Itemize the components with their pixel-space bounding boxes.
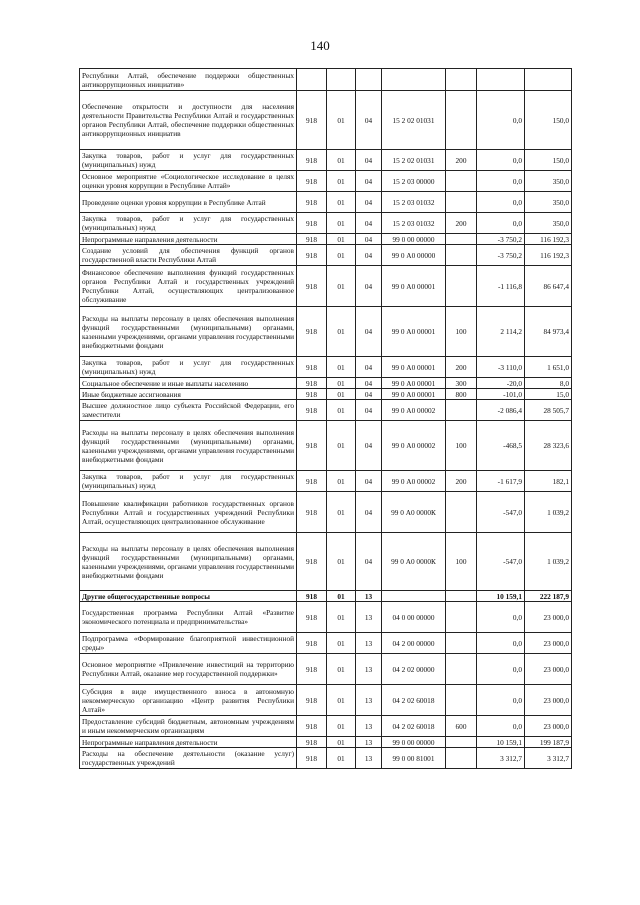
- section-code: 01: [327, 378, 356, 389]
- table-row: [80, 213, 572, 234]
- table-row: [80, 266, 572, 307]
- table-row: [80, 685, 572, 716]
- total-amount: 86 647,4: [525, 266, 572, 307]
- change-amount: 0,0: [477, 192, 525, 213]
- section-code: 01: [327, 171, 356, 192]
- ministry-code: 918: [297, 400, 327, 421]
- target-code: 04 0 00 00000: [382, 602, 446, 633]
- expense-type-code: [446, 748, 477, 769]
- expense-type-code: [446, 737, 477, 748]
- subsection-code: 13: [356, 685, 382, 716]
- section-code: 01: [327, 421, 356, 471]
- total-amount: 15,0: [525, 389, 572, 400]
- section-code: 01: [327, 245, 356, 266]
- budget-table: [79, 68, 572, 769]
- section-code: [327, 69, 356, 91]
- subsection-code: 13: [356, 633, 382, 654]
- ministry-code: 918: [297, 150, 327, 171]
- table-row: [80, 91, 572, 150]
- ministry-code: [297, 69, 327, 91]
- ministry-code: 918: [297, 171, 327, 192]
- table-row: [80, 633, 572, 654]
- row-name: Высшее должностное лицо субъекта Российской Федерации, его заместители: [80, 400, 297, 421]
- section-code: 01: [327, 192, 356, 213]
- expense-type-code: [446, 91, 477, 150]
- ministry-code: 918: [297, 307, 327, 357]
- section-code: 01: [327, 492, 356, 533]
- row-name: Иные бюджетные ассигнования: [80, 389, 297, 400]
- table-row: [80, 150, 572, 171]
- ministry-code: 918: [297, 716, 327, 737]
- subsection-code: 04: [356, 400, 382, 421]
- change-amount: -547,0: [477, 492, 525, 533]
- ministry-code: 918: [297, 245, 327, 266]
- total-amount: 23 000,0: [525, 685, 572, 716]
- section-code: 01: [327, 737, 356, 748]
- total-amount: [525, 69, 572, 91]
- total-amount: 23 000,0: [525, 654, 572, 685]
- ministry-code: 918: [297, 234, 327, 245]
- change-amount: 2 114,2: [477, 307, 525, 357]
- total-amount: 222 187,9: [525, 591, 572, 602]
- table-row: [80, 234, 572, 245]
- table-row: [80, 421, 572, 471]
- expense-type-code: 300: [446, 378, 477, 389]
- subsection-code: 13: [356, 716, 382, 737]
- ministry-code: 918: [297, 737, 327, 748]
- subsection-code: 04: [356, 245, 382, 266]
- row-name: Основное мероприятие «Привлечение инвестиций на территорию Республики Алтай, оказание мер государственной поддержки»: [80, 654, 297, 685]
- section-code: 01: [327, 602, 356, 633]
- ministry-code: 918: [297, 602, 327, 633]
- expense-type-code: [446, 591, 477, 602]
- row-name: Повышение квалификации работников государственных органов Республики Алтай и государственных учреждений Республики Алтай, осуществляющих централизованное обслуживание: [80, 492, 297, 533]
- ministry-code: 918: [297, 533, 327, 591]
- expense-type-code: 100: [446, 421, 477, 471]
- subsection-code: 13: [356, 602, 382, 633]
- target-code: 04 2 02 00000: [382, 654, 446, 685]
- expense-type-code: 200: [446, 213, 477, 234]
- expense-type-code: 200: [446, 150, 477, 171]
- change-amount: 3 312,7: [477, 748, 525, 769]
- row-name: Субсидия в виде имущественного взноса в автономную некоммерческую организацию «Центр развития Республики Алтай»: [80, 685, 297, 716]
- target-code: 99 0 00 00000: [382, 234, 446, 245]
- expense-type-code: [446, 654, 477, 685]
- ministry-code: 918: [297, 591, 327, 602]
- ministry-code: 918: [297, 633, 327, 654]
- total-amount: 1 039,2: [525, 492, 572, 533]
- row-name: Закупка товаров, работ и услуг для государственных (муниципальных) нужд: [80, 357, 297, 378]
- change-amount: 0,0: [477, 633, 525, 654]
- section-code: 01: [327, 234, 356, 245]
- expense-type-code: [446, 266, 477, 307]
- table-row: [80, 654, 572, 685]
- section-code: 01: [327, 654, 356, 685]
- target-code: [382, 69, 446, 91]
- change-amount: -1 116,8: [477, 266, 525, 307]
- section-code: 01: [327, 716, 356, 737]
- table-row: [80, 389, 572, 400]
- expense-type-code: [446, 192, 477, 213]
- change-amount: 10 159,1: [477, 737, 525, 748]
- section-code: 01: [327, 748, 356, 769]
- table-row: [80, 307, 572, 357]
- row-name: Непрограммные направления деятельности: [80, 234, 297, 245]
- expense-type-code: [446, 492, 477, 533]
- table-row: [80, 748, 572, 769]
- ministry-code: 918: [297, 421, 327, 471]
- row-name: Предоставление субсидий бюджетным, автономным учреждениям и иным некоммерческим организациям: [80, 716, 297, 737]
- target-code: 99 0 А0 00001: [382, 389, 446, 400]
- subsection-code: 04: [356, 91, 382, 150]
- section-code: 01: [327, 266, 356, 307]
- target-code: 99 0 А0 00000: [382, 245, 446, 266]
- row-name: Закупка товаров, работ и услуг для государственных (муниципальных) нужд: [80, 150, 297, 171]
- ministry-code: 918: [297, 389, 327, 400]
- row-name: Государственная программа Республики Алтай «Развитие экономического потенциала и предпринимательства»: [80, 602, 297, 633]
- section-code: 01: [327, 471, 356, 492]
- expense-type-code: 800: [446, 389, 477, 400]
- change-amount: -547,0: [477, 533, 525, 591]
- row-name: Подпрограмма «Формирование благоприятной инвестиционной среды»: [80, 633, 297, 654]
- row-name: Расходы на выплаты персоналу в целях обеспечения выполнения функций государственными (муниципальными) органами, казенными учреждениями, органами управления государственными внебюджетными фондами: [80, 307, 297, 357]
- change-amount: -2 086,4: [477, 400, 525, 421]
- row-name: Обеспечение открытости и доступности для населения деятельности Правительства Республики Алтай и государственных органов Республики Алтай, обеспечение поддержки общественных антикоррупционных инициатив: [80, 91, 297, 150]
- row-name: Расходы на выплаты персоналу в целях обеспечения выполнения функций государственными (муниципальными) органами, казенными учреждениями, органами управления государственными внебюджетными фондами: [80, 533, 297, 591]
- table-row: [80, 602, 572, 633]
- target-code: 99 0 А0 0000К: [382, 533, 446, 591]
- subsection-code: 04: [356, 357, 382, 378]
- change-amount: 0,0: [477, 716, 525, 737]
- subsection-code: 04: [356, 378, 382, 389]
- expense-type-code: [446, 633, 477, 654]
- table-row: [80, 716, 572, 737]
- total-amount: 28 505,7: [525, 400, 572, 421]
- row-name: Расходы на выплаты персоналу в целях обеспечения выполнения функций государственными (муниципальными) органами, казенными учреждениями, органами управления государственными внебюджетными фондами: [80, 421, 297, 471]
- total-amount: 84 973,4: [525, 307, 572, 357]
- expense-type-code: 200: [446, 471, 477, 492]
- target-code: [382, 591, 446, 602]
- subsection-code: 04: [356, 533, 382, 591]
- target-code: 99 0 00 00000: [382, 737, 446, 748]
- row-name: Закупка товаров, работ и услуг для государственных (муниципальных) нужд: [80, 471, 297, 492]
- change-amount: -3 750,2: [477, 234, 525, 245]
- ministry-code: 918: [297, 192, 327, 213]
- total-amount: 150,0: [525, 91, 572, 150]
- section-code: 01: [327, 150, 356, 171]
- row-name: Закупка товаров, работ и услуг для государственных (муниципальных) нужд: [80, 213, 297, 234]
- target-code: 99 0 А0 00001: [382, 378, 446, 389]
- change-amount: 0,0: [477, 685, 525, 716]
- ministry-code: 918: [297, 357, 327, 378]
- expense-type-code: [446, 69, 477, 91]
- target-code: 99 0 00 81001: [382, 748, 446, 769]
- target-code: 15 2 02 01031: [382, 150, 446, 171]
- expense-type-code: [446, 685, 477, 716]
- target-code: 99 0 А0 00002: [382, 421, 446, 471]
- total-amount: 199 187,9: [525, 737, 572, 748]
- total-amount: 350,0: [525, 171, 572, 192]
- table-row: [80, 591, 572, 602]
- change-amount: 0,0: [477, 213, 525, 234]
- ministry-code: 918: [297, 213, 327, 234]
- change-amount: -3 750,2: [477, 245, 525, 266]
- target-code: 15 2 03 01032: [382, 192, 446, 213]
- row-name: Создание условий для обеспечения функций органов государственной власти Республики Алтай: [80, 245, 297, 266]
- subsection-code: 04: [356, 492, 382, 533]
- target-code: 04 2 02 60018: [382, 685, 446, 716]
- section-code: 01: [327, 591, 356, 602]
- expense-type-code: [446, 245, 477, 266]
- total-amount: 28 323,6: [525, 421, 572, 471]
- row-name: Финансовое обеспечение выполнения функций государственных органов Республики Алтай и государственных учреждений Республики Алтай, осуществляющих централизованное обслуживание: [80, 266, 297, 307]
- table-row: [80, 245, 572, 266]
- ministry-code: 918: [297, 378, 327, 389]
- expense-type-code: 600: [446, 716, 477, 737]
- ministry-code: 918: [297, 654, 327, 685]
- target-code: 99 0 А0 00002: [382, 471, 446, 492]
- target-code: 99 0 А0 00001: [382, 266, 446, 307]
- row-name: Республики Алтай, обеспечение поддержки общественных антикоррупционных инициатив»: [80, 69, 297, 91]
- subsection-code: 13: [356, 654, 382, 685]
- table-row: [80, 357, 572, 378]
- table-row: [80, 400, 572, 421]
- change-amount: -1 617,9: [477, 471, 525, 492]
- subsection-code: 04: [356, 471, 382, 492]
- expense-type-code: [446, 171, 477, 192]
- total-amount: 150,0: [525, 150, 572, 171]
- section-code: 01: [327, 685, 356, 716]
- change-amount: 0,0: [477, 171, 525, 192]
- subsection-code: 13: [356, 737, 382, 748]
- row-name: Непрограммные направления деятельности: [80, 737, 297, 748]
- subsection-code: 04: [356, 192, 382, 213]
- table-row: [80, 471, 572, 492]
- page-number: 140: [310, 38, 330, 53]
- change-amount: 10 159,1: [477, 591, 525, 602]
- target-code: 99 0 А0 00001: [382, 357, 446, 378]
- subsection-code: 04: [356, 150, 382, 171]
- table-row: [80, 533, 572, 591]
- row-name: Проведение оценки уровня коррупции в Республике Алтай: [80, 192, 297, 213]
- total-amount: 8,0: [525, 378, 572, 389]
- expense-type-code: 100: [446, 307, 477, 357]
- target-code: 99 0 А0 00002: [382, 400, 446, 421]
- row-name: Социальное обеспечение и иные выплаты населению: [80, 378, 297, 389]
- change-amount: [477, 69, 525, 91]
- expense-type-code: [446, 400, 477, 421]
- section-code: 01: [327, 633, 356, 654]
- change-amount: -468,5: [477, 421, 525, 471]
- total-amount: 23 000,0: [525, 602, 572, 633]
- section-code: 01: [327, 533, 356, 591]
- change-amount: 0,0: [477, 602, 525, 633]
- total-amount: 3 312,7: [525, 748, 572, 769]
- section-code: 01: [327, 357, 356, 378]
- subsection-code: [356, 69, 382, 91]
- total-amount: 182,1: [525, 471, 572, 492]
- subsection-code: 04: [356, 389, 382, 400]
- row-name: Расходы на обеспечение деятельности (оказание услуг) государственных учреждений: [80, 748, 297, 769]
- subsection-code: 04: [356, 421, 382, 471]
- subsection-code: 04: [356, 307, 382, 357]
- ministry-code: 918: [297, 266, 327, 307]
- ministry-code: 918: [297, 471, 327, 492]
- target-code: 04 2 00 00000: [382, 633, 446, 654]
- change-amount: -20,0: [477, 378, 525, 389]
- target-code: 04 2 02 60018: [382, 716, 446, 737]
- ministry-code: 918: [297, 748, 327, 769]
- total-amount: 116 192,3: [525, 245, 572, 266]
- total-amount: 1 651,0: [525, 357, 572, 378]
- expense-type-code: [446, 602, 477, 633]
- target-code: 15 2 03 00000: [382, 171, 446, 192]
- section-code: 01: [327, 213, 356, 234]
- section-code: 01: [327, 91, 356, 150]
- subsection-code: 04: [356, 171, 382, 192]
- table-row: [80, 378, 572, 389]
- expense-type-code: [446, 234, 477, 245]
- table-row: [80, 192, 572, 213]
- subsection-code: 04: [356, 213, 382, 234]
- table-row: [80, 737, 572, 748]
- change-amount: 0,0: [477, 91, 525, 150]
- total-amount: 116 192,3: [525, 234, 572, 245]
- ministry-code: 918: [297, 492, 327, 533]
- ministry-code: 918: [297, 91, 327, 150]
- subsection-code: 04: [356, 234, 382, 245]
- target-code: 99 0 А0 00001: [382, 307, 446, 357]
- total-amount: 350,0: [525, 213, 572, 234]
- change-amount: 0,0: [477, 654, 525, 685]
- total-amount: 350,0: [525, 192, 572, 213]
- row-name: Основное мероприятие «Социологическое исследование в целях оценки уровня коррупции в Республике Алтай»: [80, 171, 297, 192]
- row-name: Другие общегосударственные вопросы: [80, 591, 297, 602]
- ministry-code: 918: [297, 685, 327, 716]
- table-row: [80, 69, 572, 91]
- subsection-code: 04: [356, 266, 382, 307]
- total-amount: 23 000,0: [525, 716, 572, 737]
- section-code: 01: [327, 307, 356, 357]
- table-row: [80, 492, 572, 533]
- target-code: 15 2 02 01031: [382, 91, 446, 150]
- change-amount: -101,0: [477, 389, 525, 400]
- target-code: 99 0 А0 0000К: [382, 492, 446, 533]
- total-amount: 23 000,0: [525, 633, 572, 654]
- change-amount: -3 110,0: [477, 357, 525, 378]
- section-code: 01: [327, 389, 356, 400]
- table-row: [80, 171, 572, 192]
- section-code: 01: [327, 400, 356, 421]
- expense-type-code: 100: [446, 533, 477, 591]
- subsection-code: 13: [356, 748, 382, 769]
- target-code: 15 2 03 01032: [382, 213, 446, 234]
- change-amount: 0,0: [477, 150, 525, 171]
- subsection-code: 13: [356, 591, 382, 602]
- total-amount: 1 039,2: [525, 533, 572, 591]
- expense-type-code: 200: [446, 357, 477, 378]
